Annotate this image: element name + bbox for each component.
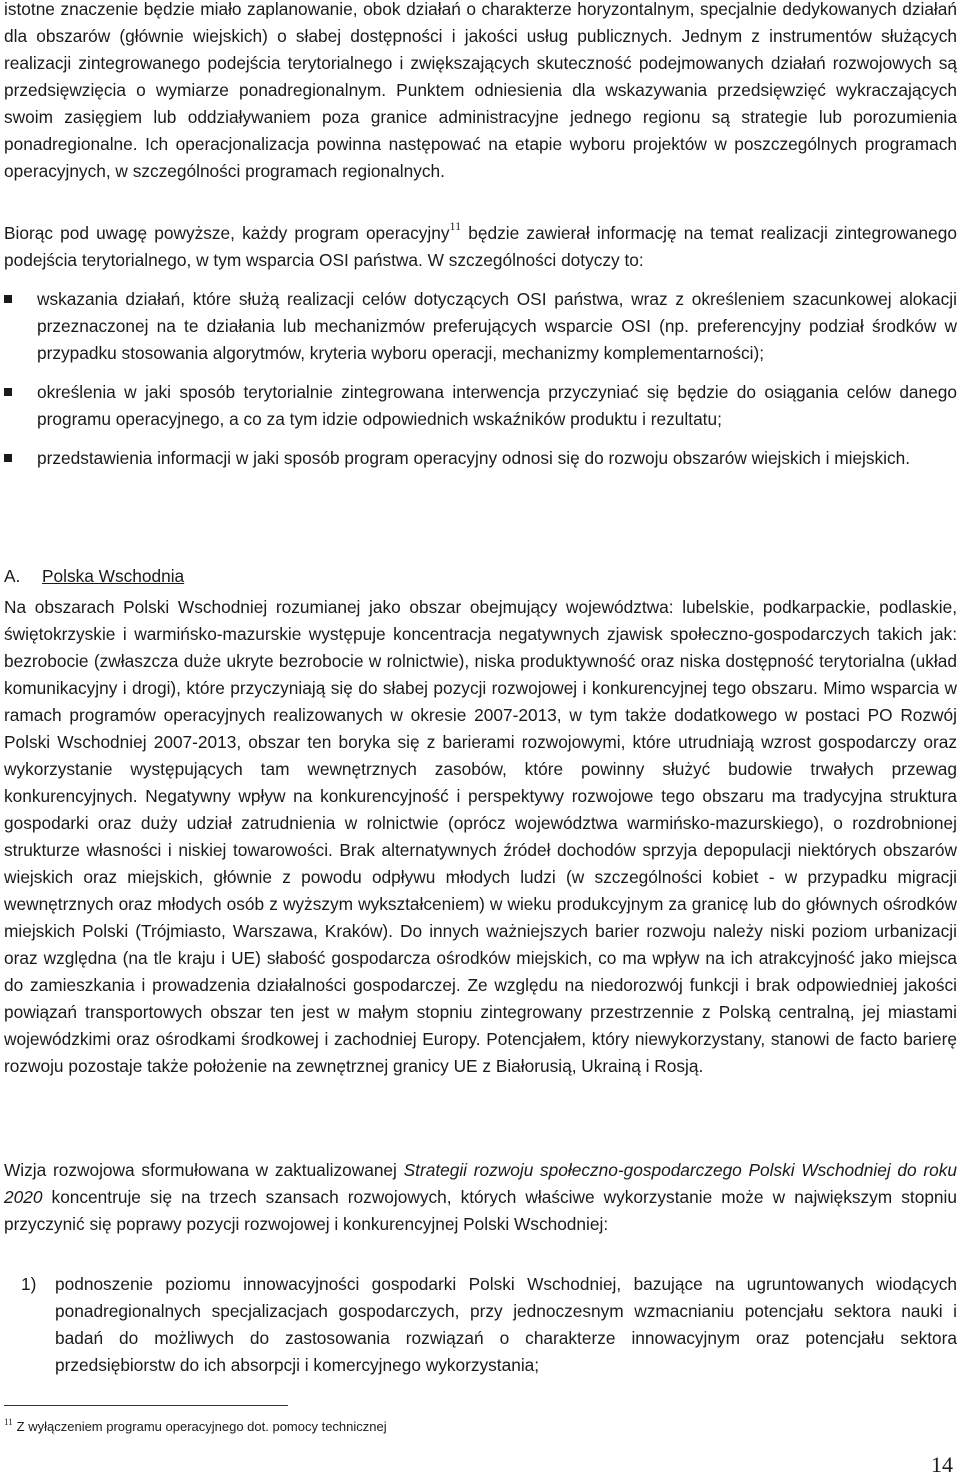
- item-text: podnoszenie poziomu innowacyjności gospodarki Polski Wschodniej, bazujące na ugruntowanych wiodących ponadregionalnych specjalizacjach gospodarczych, przy jednoczesnym wzmacnianiu potencjału sektora nauki i badań do możliwych do zastosowania rozwiązań o charakterze innowacyjnym oraz potencjału sektora przedsiębiorstw do ich absorpcji i komercyjnego wykorzystania;: [55, 1274, 957, 1375]
- paragraph-text-start: Biorąc pod uwagę powyższe, każdy program operacyjny: [4, 223, 450, 243]
- paragraph-eastern-poland: Na obszarach Polski Wschodniej rozumianej jako obszar obejmujący województwa: lubelskie, podkarpackie, podlaskie, świętokrzyskie i warmińsko-mazurskie występuje koncentracja negatywnych zjawisk społeczno-gospodarczych takich jak: bezrobocie (zwłaszcza duże ukryte bezrobocie w rolnictwie), niska produktywność oraz niska dostępność terytorialna (układ komunikacyjny i drogi), które przyczyniają się do słabej pozycji rozwojowej i konkurencyjnej tego obszaru. Mimo wsparcia w ramach programów operacyjnych realizowanych w okresie 2007-2013, w tym także dodatkowego w postaci PO Rozwój Polski Wschodniej 2007-2013, obszar ten boryka się z barierami rozwojowymi, które utrudniają wzrost gospodarczy oraz wykorzystanie występujących tam wewnętrznych zasobów, które powinny służyć budowie trwałych przewag konkurencyjnych. Negatywny wpływ na konkurencyjność i perspektywy rozwojowe tego obszaru ma tradycyjna struktura gospodarki oraz duży udział zatrudnienia w rolnictwie (oprócz województwa warmińsko-mazurskiego), o rozdrobnionej strukturze własności i niskiej towarowości. Brak alternatywnych źródeł dochodów sprzyja depopulacji niektórych obszarów wiejskich oraz miejskich, głównie z powodu odpływu młodych ludzi (w szczególności kobiet - w przypadku migracji wewnętrznych oraz młodych osób z wyższym wykształceniem) w wieku produkcyjnym za granicę lub do głównych ośrodków miejskich Polski (Trójmiasto, Warszawa, Kraków). Do innych ważniejszych barier rozwoju należy niski poziom urbanizacji oraz względna (na tle kraju i UE) słabość gospodarcza ośrodków miejskich, co ma wpływ na ich atrakcyjność jako miejsca do zamieszkania i prowadzenia działalności gospodarczej. Ze względu na niedorozwój funkcji i brak odpowiedniej jakości powiązań transportowych obszar ten jest w małym stopniu zintegrowany przestrzennie z Polską centralną, jej miastami wojewódzkimi oraz ośrodkami środkowej i zachodniej Europy. Potencjałem, który niewykorzystany, stanowi de facto barierę rozwoju pozostaje także położenie na zewnętrznej granicy UE z Białorusią, Ukrainą i Rosją.: [4, 597, 957, 1076]
- square-bullet-icon: [4, 388, 12, 396]
- bullet-item: [4, 379, 957, 433]
- strategy-title: Strategii rozwoju społeczno-gospodarczego Polski Wschodniej do roku 2020: [4, 1160, 957, 1207]
- bullet-text: wskazania działań, które służą realizacji celów dotyczących OSI państwa, wraz z określeniem szacunkowej alokacji przeznaczonej na te działania lub mechanizmów preferujących wsparcie OSI (np. preferencyjny podział środków w przypadku stosowania algorytmów, kryteria wyboru operacji, mechanizmy komplementarności);: [37, 289, 957, 363]
- page-number: 14: [931, 1452, 953, 1477]
- paragraph-text-end: będzie zawierał informację na temat realizacji zintegrowanego podejścia terytorialnego, w tym wsparcia OSI państwa. W szczególności dotyczy to:: [4, 223, 957, 270]
- paragraph-operational-programs: [4, 220, 957, 274]
- bullet-list: [4, 286, 957, 484]
- section-title: Polska Wschodnia: [42, 566, 185, 586]
- section-heading: [4, 563, 184, 590]
- footnote-reference[interactable]: 11: [449, 219, 462, 233]
- footnote-number: 11: [4, 1417, 13, 1427]
- bullet-text: określenia w jaki sposób terytorialnie zintegrowana interwencja przyczyniać się będzie do osiągania celów danego programu operacyjnego, a co za tym idzie odpowiednich wskaźników produktu i rezultatu;: [37, 382, 957, 429]
- paragraph-territorial-approach: istotne znaczenie będzie miało zaplanowanie, obok działań o charakterze horyzontalnym, specjalnie dedykowanych działań dla obszarów (głównie wiejskich) o słabej dostępności i jakości usług publicznych. Jednym z instrumentów służących realizacji zintegrowanego podejścia terytorialnego i zwiększających skuteczność podejmowanych działań rozwojowych są przedsięwzięcia o wymiarze ponadregionalnym. Punktem odniesienia dla wskazywania przedsięwzięć wykraczających swoim zasięgiem lub oddziaływaniem poza granice administracyjne jednego regionu są strategie lub porozumienia ponadregionalne. Ich operacjonalizacja powinna następować na etapie wyboru projektów w poszczególnych programach operacyjnych, w szczególności programach regionalnych.: [4, 0, 957, 181]
- numbered-item: [4, 1271, 957, 1379]
- bullet-item: [4, 445, 957, 472]
- footnote: [4, 1419, 387, 1435]
- bullet-item: [4, 286, 957, 367]
- paragraph-development-vision: [4, 1157, 957, 1238]
- section-number: A.: [4, 566, 21, 586]
- item-marker: 1): [21, 1274, 37, 1294]
- square-bullet-icon: [4, 454, 12, 462]
- footnote-divider: [4, 1405, 288, 1406]
- numbered-list: [4, 1271, 957, 1379]
- square-bullet-icon: [4, 295, 12, 303]
- paragraph-text-end: koncentruje się na trzech szansach rozwojowych, których właściwe wykorzystanie może w największym stopniu przyczynić się poprawy pozycji rozwojowej i konkurencyjnej Polski Wschodniej:: [4, 1187, 957, 1234]
- paragraph-text-start: Wizja rozwojowa sformułowana w zaktualizowanej: [4, 1160, 404, 1180]
- footnote-text: Z wyłączeniem programu operacyjnego dot. pomocy technicznej: [16, 1419, 387, 1434]
- bullet-text: przedstawienia informacji w jaki sposób program operacyjny odnosi się do rozwoju obszarów wiejskich i miejskich.: [37, 448, 911, 468]
